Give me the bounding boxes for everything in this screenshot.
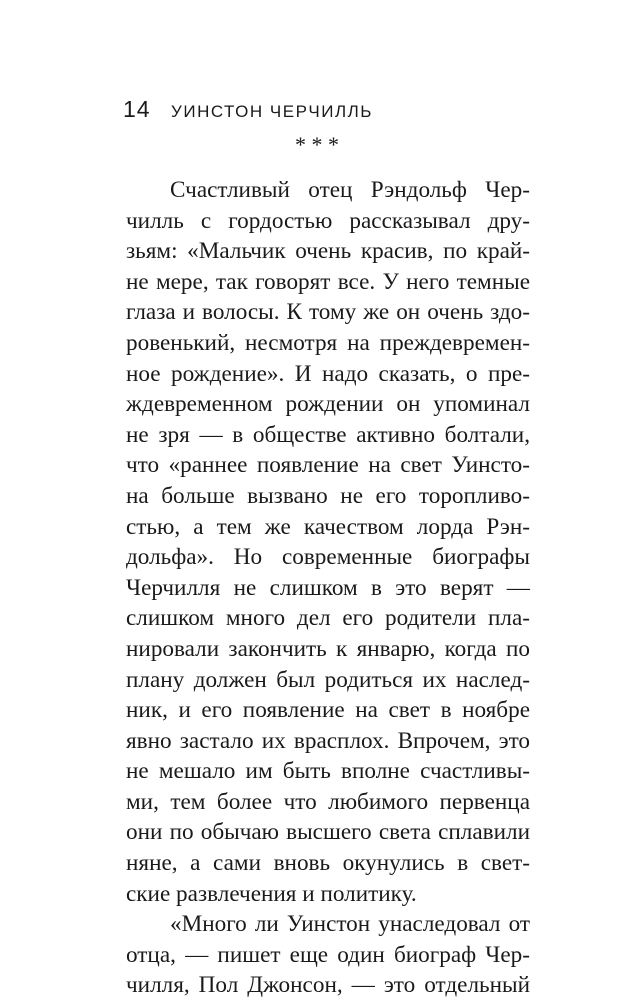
text-line: явно застало их врасплох. Впрочем, это (126, 727, 530, 754)
text-line: на больше вызвано не его торопливо- (126, 482, 530, 509)
text-line: стью, а тем же качеством лорда Рэн- (126, 513, 530, 540)
text-line: не зря — в обществе активно болтали, (126, 421, 530, 448)
running-header (123, 96, 373, 123)
paragraph (126, 175, 530, 909)
text-line: дольфа». Но современные биографы (126, 544, 530, 571)
text-line: ник, и его появление на свет в ноябре (126, 697, 530, 724)
text-line: няне, а сами вновь окунулись в свет- (126, 850, 530, 877)
text-line: Счастливый отец Рэндольф Чер- (170, 177, 530, 203)
text-line: ские развлечения и политику. (126, 880, 417, 907)
text-line: «Много ли Уинстон унаследовал от (170, 911, 530, 938)
text-line: слишком много дел его родители пла- (126, 605, 530, 632)
text-line: глаза и волосы. К тому же он очень здо- (126, 299, 530, 326)
text-line: зьям: «Мальчик очень красив, по край- (126, 238, 530, 265)
section-separator: * * * (295, 132, 339, 157)
text-line: Черчилля не слишком в это верят — (126, 574, 530, 601)
body-text (126, 175, 530, 1001)
page-number: 14 (123, 96, 151, 122)
running-title: УИНСТОН ЧЕРЧИЛЛЬ (171, 102, 373, 121)
paragraph (126, 909, 530, 1001)
text-line: нировали закончить к январю, когда по (126, 635, 530, 662)
text-line: что «раннее появление на свет Уинсто- (126, 452, 530, 479)
text-line: не мере, так говорят все. У него темные (126, 268, 530, 295)
text-line: отца, — пишет еще один биограф Чер- (126, 941, 530, 968)
text-line: чилль с гордостью рассказывал дру- (126, 207, 530, 234)
text-line: не мешало им быть вполне счастливы- (126, 758, 530, 785)
text-line: ное рождение». И надо сказать, о пре- (126, 360, 530, 387)
text-line: ровенький, несмотря на преждевремен- (126, 329, 530, 356)
text-line: они по обычаю высшего света сплавили (126, 819, 530, 846)
text-line: чилля, Пол Джонсон, — это отдельный (126, 972, 530, 999)
text-line: плану должен был родиться их наслед- (126, 666, 530, 693)
text-line: ждевременном рождении он упоминал (126, 391, 530, 418)
text-line: ми, тем более что любимого первенца (126, 788, 530, 815)
